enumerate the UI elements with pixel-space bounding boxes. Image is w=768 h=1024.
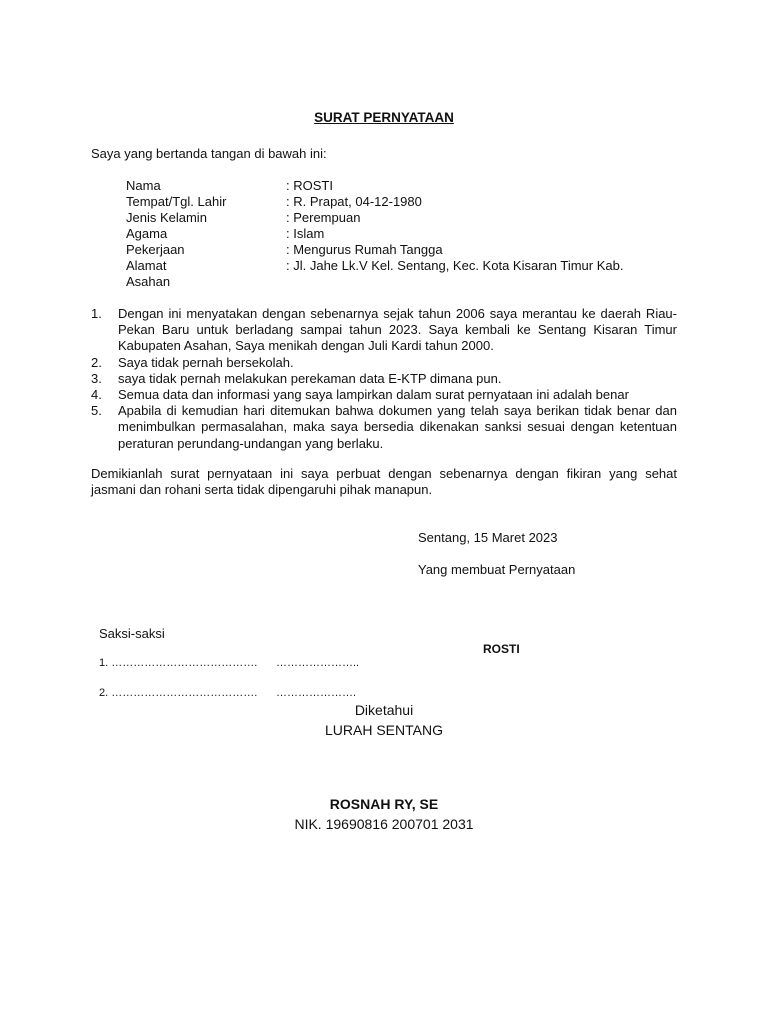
identity-label: Jenis Kelamin — [126, 210, 207, 225]
list-text: saya tidak pernah melakukan perekaman data E-KTP dimana pun. — [118, 370, 502, 386]
identity-label: Agama — [126, 226, 168, 241]
identity-value: : R. Prapat, 04-12-1980 — [286, 194, 422, 209]
maker-label: Yang membuat Pernyataan — [418, 562, 576, 577]
acknowledged-label: Diketahui — [354, 702, 414, 718]
identity-label: Nama — [126, 178, 161, 193]
official-name: ROSNAH RY, SE — [329, 796, 439, 812]
list-number: 4. — [91, 387, 102, 403]
identity-value: : Islam — [286, 226, 325, 241]
list-text: Saya tidak pernah bersekolah. — [118, 354, 294, 370]
list-item — [91, 403, 677, 452]
list-text: Dengan ini menyatakan dengan sebenarnya sejak tahun 2006 saya merantau ke daerah Riau- Pekan Baru untuk berladang sampai tahun 2023. Saya kembali ke Sentang Kisaran Timur Kabupaten Asahan, Saya menikah dengan Juli Kardi tahun 2000. — [118, 306, 677, 354]
statement-list — [91, 306, 677, 452]
list-item — [91, 387, 677, 403]
list-number: 1. — [91, 306, 102, 321]
witness-1-sign-line: ………………….. — [276, 657, 360, 669]
list-number: 2. — [91, 354, 102, 370]
witness-title: Saksi-saksi — [99, 626, 165, 641]
list-number: 3. — [91, 370, 102, 386]
identity-label: Alamat — [126, 258, 167, 273]
lurah-title: LURAH SENTANG — [325, 722, 443, 738]
intro-text: Saya yang bertanda tangan di bawah ini: — [91, 146, 327, 161]
place-date: Sentang, 15 Maret 2023 — [418, 530, 558, 545]
list-item — [91, 355, 677, 371]
closing-paragraph: Demikianlah surat pernyataan ini saya perbuat dengan sebenarnya dengan fikiran yang sehat jasmani dan rohani serta tidak dipengaruhi pihak manapun. — [91, 466, 677, 498]
identity-row-name — [126, 178, 686, 194]
witness-1-name-line: 1. …………………………………. — [99, 657, 258, 669]
list-number: 5. — [91, 403, 102, 419]
list-item — [91, 371, 677, 387]
signer-name: ROSTI — [483, 642, 520, 656]
list-text: Apabila di kemudian hari ditemukan bahwa dokumen yang telah saya berikan tidak benar dan menimbulkan permasalahan, maka saya bersedia dikenakan sanksi sesuai dengan ketentuan peraturan perundang-undangan yang berlaku. — [118, 403, 677, 451]
identity-value: : ROSTI — [286, 178, 333, 193]
witness-2-name-line: 2. …………………………………. — [99, 687, 258, 699]
identity-value: : Perempuan — [286, 210, 361, 225]
list-item — [91, 306, 677, 355]
identity-row-address — [126, 258, 686, 274]
identity-row-occupation — [126, 242, 686, 258]
identity-value: : Mengurus Rumah Tangga — [286, 242, 443, 257]
list-text: Semua data dan informasi yang saya lampirkan dalam surat pernyataan ini adalah benar — [118, 387, 629, 403]
identity-row-gender — [126, 210, 686, 226]
identity-label: Pekerjaan — [126, 242, 185, 257]
witness-2-sign-line: …………………. — [276, 687, 357, 699]
identity-row-address-cont — [126, 274, 686, 290]
document-title: SURAT PERNYATAAN — [314, 110, 454, 125]
identity-row-religion — [126, 226, 686, 242]
identity-label: Tempat/Tgl. Lahir — [126, 194, 227, 209]
identity-value: : Jl. Jahe Lk.V Kel. Sentang, Kec. Kota Kisaran Timur Kab. — [286, 258, 624, 273]
identity-row-birth — [126, 194, 686, 210]
identity-block — [126, 178, 686, 290]
official-nik: NIK. 19690816 200701 2031 — [294, 816, 474, 832]
address-continuation: Asahan — [126, 274, 171, 289]
